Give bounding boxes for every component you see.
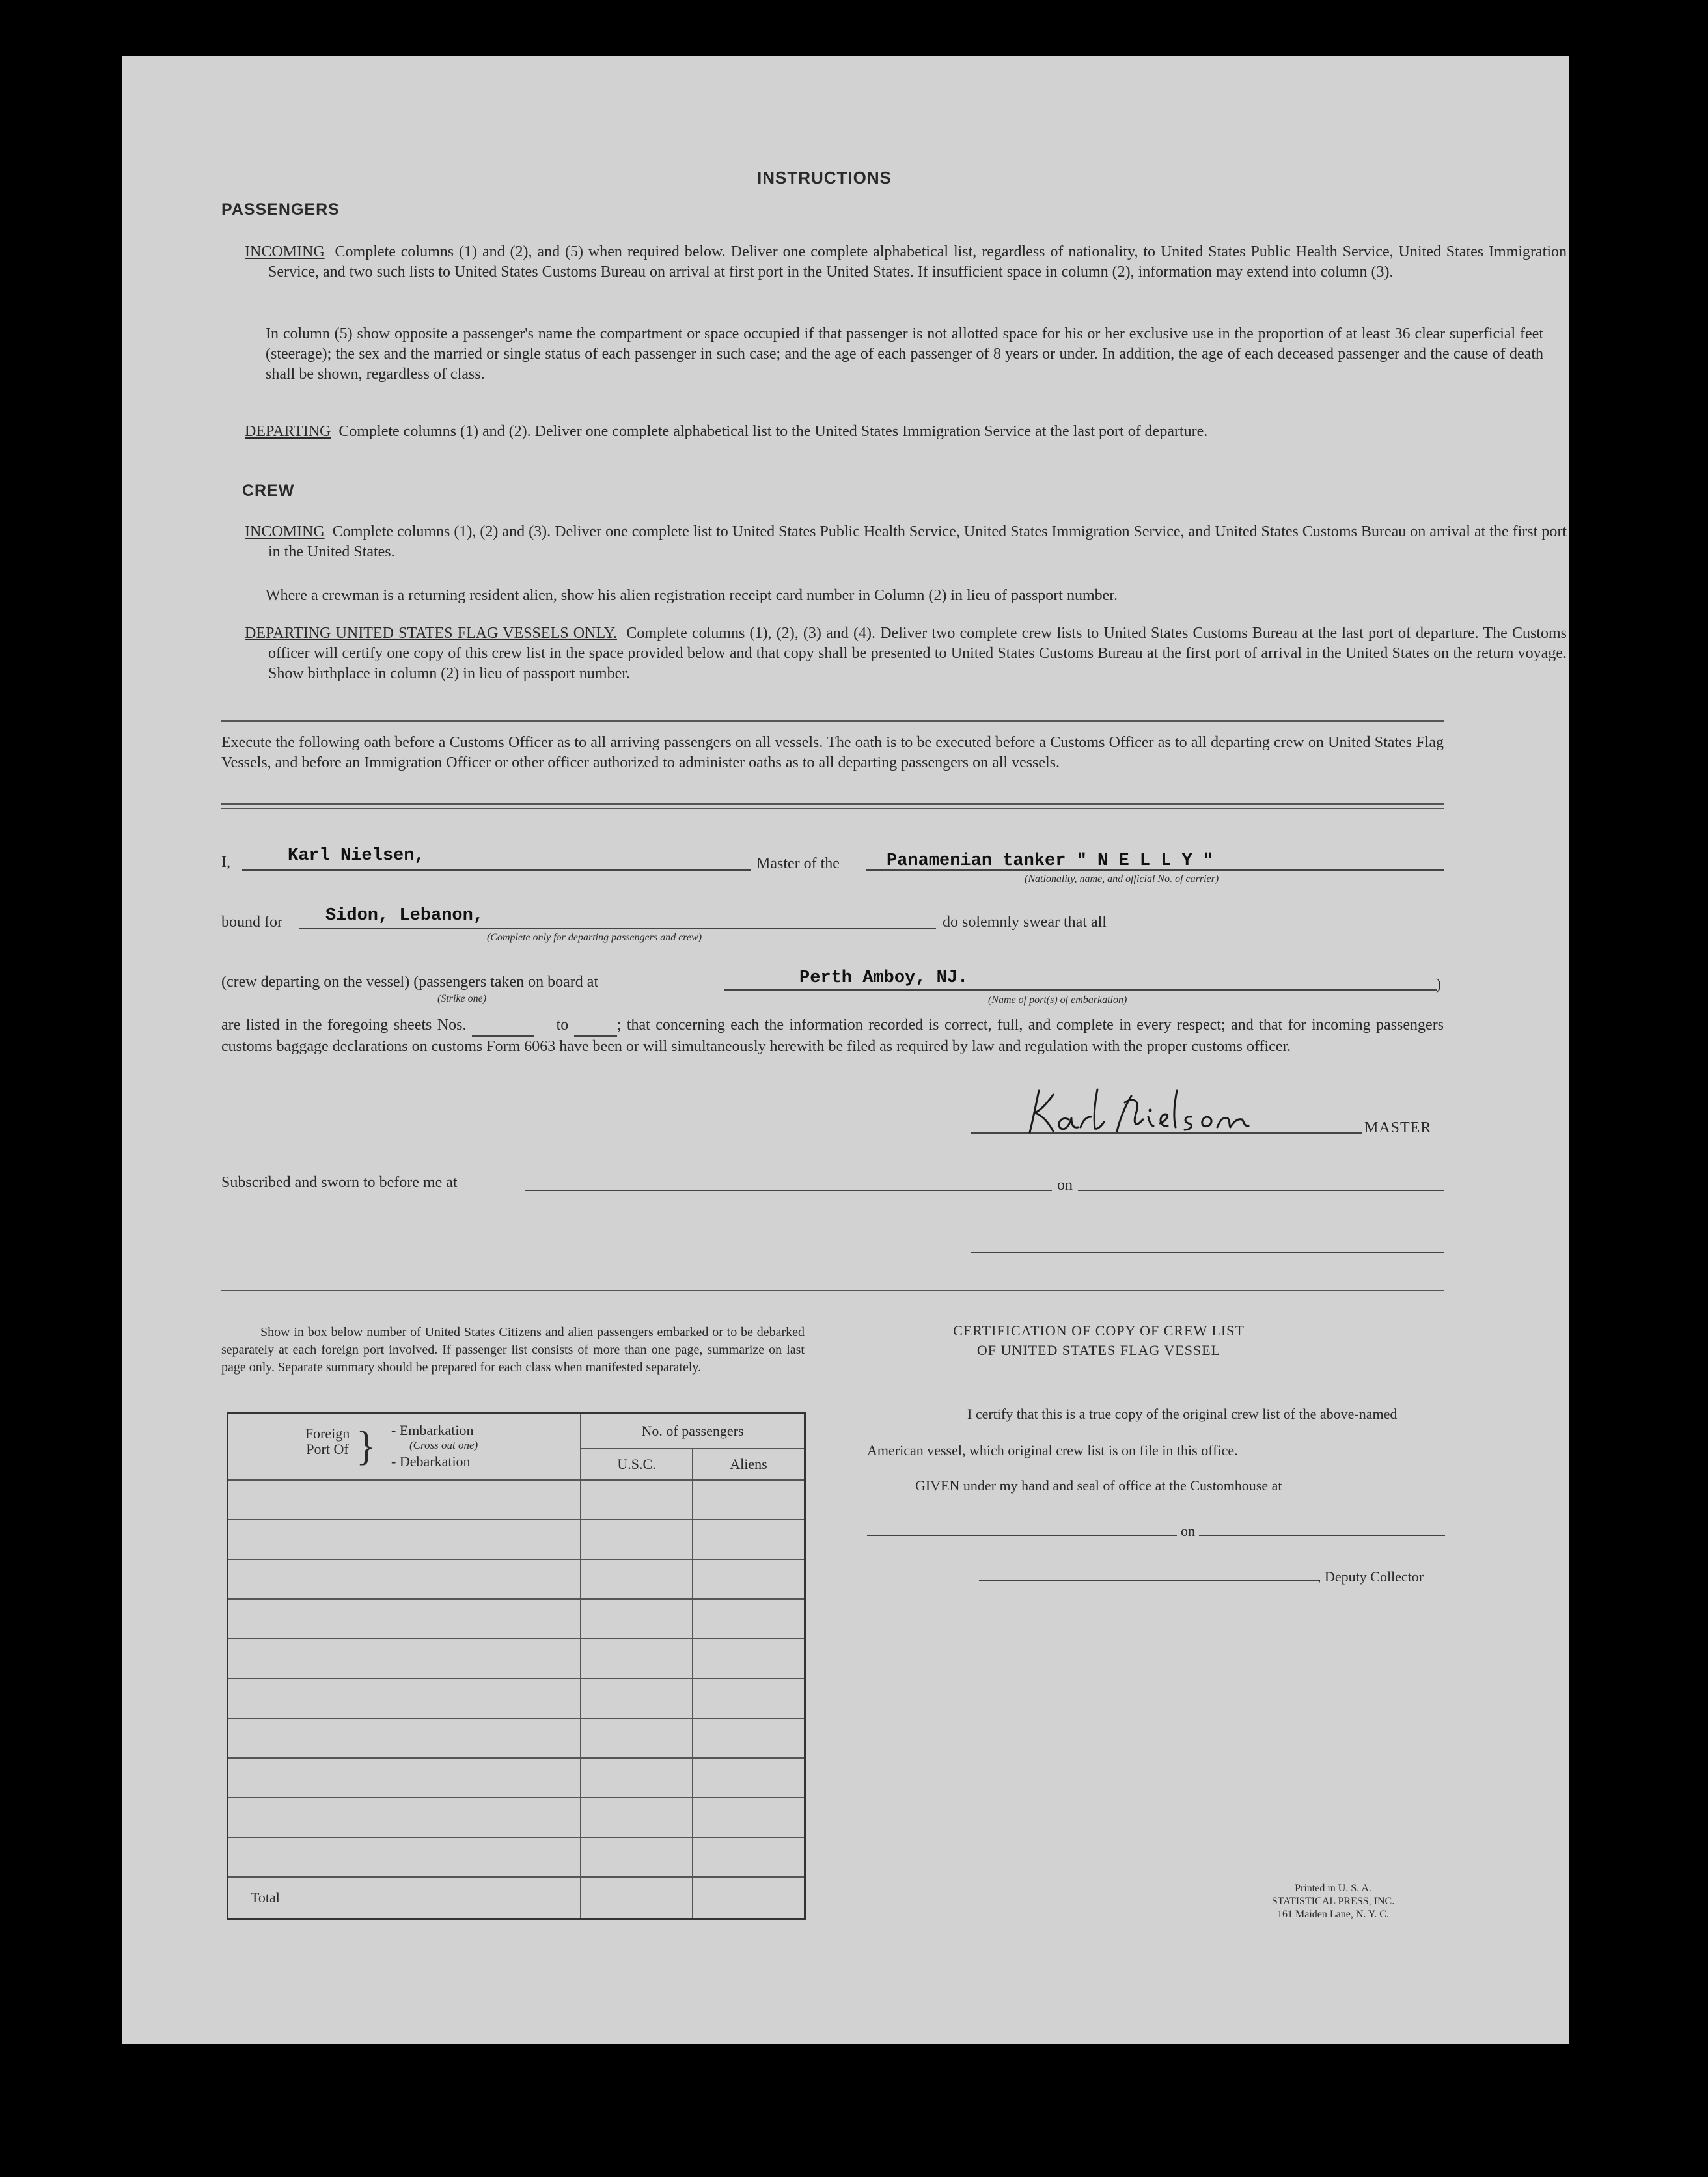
aliens-cell[interactable] (693, 1599, 805, 1639)
master-of-label: Master of the (756, 855, 840, 872)
port-caption: (Name of port(s) of embarkation) (988, 994, 1127, 1006)
aliens-cell[interactable] (693, 1678, 805, 1718)
aliens-cell[interactable] (693, 1837, 805, 1877)
aliens-header: Aliens (693, 1449, 805, 1480)
table-row (228, 1520, 805, 1559)
divider (221, 720, 1444, 722)
usc-total-cell[interactable] (581, 1877, 693, 1919)
port-cell[interactable] (228, 1678, 581, 1718)
port-field[interactable]: Perth Amboy, NJ. (799, 968, 969, 988)
cert-on-label: on (1181, 1523, 1195, 1539)
aliens-cell[interactable] (693, 1758, 805, 1798)
usc-header: U.S.C. (581, 1449, 693, 1480)
table-row (228, 1718, 805, 1758)
form-sheet (122, 56, 1569, 2044)
table-row (228, 1758, 805, 1798)
deputy-signature-field[interactable] (979, 1580, 1320, 1581)
table-row (228, 1639, 805, 1678)
printer-line3: 161 Maiden Lane, N. Y. C. (1277, 1909, 1389, 1920)
certify-line2: American vessel, which original crew list is on file in this office. (867, 1442, 1238, 1458)
customhouse-field[interactable] (867, 1535, 1177, 1536)
instructions-title: INSTRUCTIONS (757, 168, 892, 187)
sheet-from-field[interactable] (472, 1015, 534, 1037)
usc-cell[interactable] (581, 1520, 693, 1559)
table-row (228, 1678, 805, 1718)
port-cell[interactable] (228, 1758, 581, 1798)
cross-out-label: (Cross out one) (409, 1439, 478, 1451)
signature-karl-nielsen (1021, 1083, 1294, 1138)
vessel-caption: (Nationality, name, and official No. of carrier) (1025, 873, 1219, 884)
aliens-cell[interactable] (693, 1480, 805, 1520)
port-cell[interactable] (228, 1639, 581, 1678)
incoming-text: Complete columns (1) and (2), and (5) when required below. Deliver one complete alphabetical list, regardless of nationality, to United States Public Health Service, United States Immigration Service, and two such lists to United States Customs Bureau on arrival at first port in the United States. If insufficient space in column (2), information may extend into column (3). (268, 243, 1567, 281)
debarkation-label: - Debarkation (391, 1453, 471, 1470)
master-name-line (242, 869, 751, 871)
passengers-departing-paragraph (245, 422, 1567, 442)
table-row (228, 1480, 805, 1520)
deputy-collector-label: , Deputy Collector (1317, 1568, 1424, 1585)
bound-for-label: bound for (221, 914, 282, 931)
table-row (228, 1599, 805, 1639)
summary-instructions: Show in box below number of United States Citizens and alien passengers embarked or to be debarked separately at each foreign port involved. If passenger list consists of more than one page, summarize on last page only. Separate summary should be prepared for each class when manifested separately. (221, 1325, 805, 1375)
foreign-port-label: Foreign Port Of (305, 1425, 350, 1457)
usc-cell[interactable] (581, 1758, 693, 1798)
port-cell[interactable] (228, 1559, 581, 1599)
port-line (724, 989, 1437, 991)
port-cell[interactable] (228, 1480, 581, 1520)
brace-icon: } (356, 1423, 376, 1469)
port-cell[interactable] (228, 1837, 581, 1877)
close-paren: ) (1436, 976, 1441, 993)
divider (221, 803, 1444, 805)
usc-cell[interactable] (581, 1480, 693, 1520)
crew-incoming-paragraph (245, 522, 1567, 562)
port-cell[interactable] (228, 1798, 581, 1837)
usc-cell[interactable] (581, 1599, 693, 1639)
aliens-total-cell[interactable] (693, 1877, 805, 1919)
certification-title (916, 1321, 1281, 1360)
usc-cell[interactable] (581, 1837, 693, 1877)
printer-line2: STATISTICAL PRESS, INC. (1271, 1896, 1395, 1907)
officer-signature-field[interactable] (971, 1252, 1444, 1253)
column5-paragraph: In column (5) show opposite a passenger's name the compartment or space occupied if that passenger is not allotted space for his or her exclusive use in the proportion of at least 36 clear superficial feet (steerage); the sex and the married or single status of each passenger in such case; and the age of each passenger of 8 years or under. In addition, the age of each deceased passenger and the cause of death shall be shown, regardless of class. (266, 325, 1543, 383)
total-row (228, 1877, 805, 1919)
divider (221, 808, 1444, 809)
usc-cell[interactable] (581, 1718, 693, 1758)
master-name-field[interactable]: Karl Nielsen, (288, 846, 425, 866)
port-cell[interactable] (228, 1520, 581, 1559)
oath-intro: Execute the following oath before a Customs Officer as to all arriving passengers on all vessels. The oath is to be executed before a Customs Officer as to all departing crew on United States Flag Vessels, and before an Immigration Officer or other officer authorized to administer oaths as to all departing passengers on all vessels. (221, 734, 1444, 771)
crew-heading: CREW (242, 482, 295, 500)
bound-for-caption: (Complete only for departing passengers and crew) (487, 932, 702, 943)
foreign-port-header (228, 1414, 581, 1481)
embarkation-label: - Embarkation (391, 1422, 474, 1438)
strike-caption: (Strike one) (437, 993, 487, 1004)
swear-label: do solemnly swear that all (943, 914, 1107, 931)
crew-departing-label: (crew departing on the vessel) (passengers taken on board at (221, 974, 599, 991)
bound-for-field[interactable]: Sidon, Lebanon, (325, 906, 484, 925)
subscribed-on-label: on (1057, 1177, 1073, 1194)
incoming-label: INCOMING (245, 243, 325, 260)
passenger-summary-table (227, 1412, 806, 1920)
aliens-cell[interactable] (693, 1718, 805, 1758)
vessel-field[interactable]: Panamenian tanker " N E L L Y " (887, 851, 1214, 871)
flag-vessels-paragraph (245, 623, 1567, 684)
port-cell[interactable] (228, 1599, 581, 1639)
crew-incoming-text: Complete columns (1), (2) and (3). Deliver one complete list to United States Public Health Service, United States Immigration Service, and United States Customs Bureau on arrival at the first port in the United States. (268, 523, 1567, 560)
given-text: GIVEN under my hand and seal of office at the Customhouse at (915, 1477, 1282, 1494)
crew-incoming-label: INCOMING (245, 523, 325, 540)
port-cell[interactable] (228, 1718, 581, 1758)
i-label: I, (221, 854, 230, 871)
table-row (228, 1559, 805, 1599)
usc-cell[interactable] (581, 1678, 693, 1718)
listed-to: to (556, 1017, 569, 1034)
divider (221, 1290, 1444, 1291)
listed-paragraph (221, 1015, 1444, 1057)
passengers-heading: PASSENGERS (221, 200, 340, 219)
aliens-cell[interactable] (693, 1798, 805, 1837)
printer-line1: Printed in U. S. A. (1295, 1883, 1371, 1894)
departing-label: DEPARTING (245, 423, 331, 440)
crewman-paragraph: Where a crewman is a returning resident alien, show his alien registration receipt card number in Column (2) in lieu of passport number. (266, 587, 1118, 604)
flag-vessels-text: Complete columns (1), (2), (3) and (4). Deliver two complete crew lists to United States Customs Bureau at the last port of departure. The Customs officer will certify one copy of this crew list in the space provided below and that copy shall be presented to United States Customs Bureau at the first port of arrival in the United States on the return voyage. Show birthplace in column (2) in lieu of passport number. (268, 625, 1567, 682)
table-row (228, 1798, 805, 1837)
subscribed-date-field[interactable] (1078, 1190, 1444, 1191)
certification-title-line1: CERTIFICATION OF COPY OF CREW LIST (953, 1322, 1245, 1339)
cert-date-field[interactable] (1199, 1535, 1445, 1536)
total-label: Total (228, 1877, 581, 1919)
table-row (228, 1837, 805, 1877)
listed-text-b: ; that concerning each the information recorded is correct, full, and complete in every respect; and that for incoming passengers customs baggage declarations on customs Form 6063 have been or will simultaneously herewith be filed as required by law and regulation with the proper customs officer. (221, 1017, 1444, 1055)
sheet-to-field[interactable] (574, 1015, 617, 1037)
departing-text: Complete columns (1) and (2). Deliver one complete alphabetical list to the United States Immigration Service at the last port of departure. (338, 423, 1208, 440)
aliens-cell[interactable] (693, 1559, 805, 1599)
printer-imprint (1242, 1882, 1424, 1921)
usc-cell[interactable] (581, 1639, 693, 1678)
master-label: MASTER (1364, 1119, 1432, 1136)
subscribed-label: Subscribed and sworn to before me at (221, 1174, 458, 1191)
flag-vessels-label: DEPARTING UNITED STATES FLAG VESSELS ONLY. (245, 625, 617, 642)
certify-line1: I certify that this is a true copy of the original crew list of the above-named (967, 1406, 1398, 1422)
bound-for-line (299, 928, 936, 929)
usc-cell[interactable] (581, 1798, 693, 1837)
passengers-incoming-paragraph (245, 242, 1567, 282)
aliens-cell[interactable] (693, 1520, 805, 1559)
certification-title-line2: OF UNITED STATES FLAG VESSEL (976, 1342, 1221, 1358)
subscribed-place-field[interactable] (525, 1190, 1052, 1191)
usc-cell[interactable] (581, 1559, 693, 1599)
no-passengers-header: No. of passengers (581, 1414, 805, 1449)
aliens-cell[interactable] (693, 1639, 805, 1678)
listed-text-a: are listed in the foregoing sheets Nos. (221, 1017, 467, 1034)
